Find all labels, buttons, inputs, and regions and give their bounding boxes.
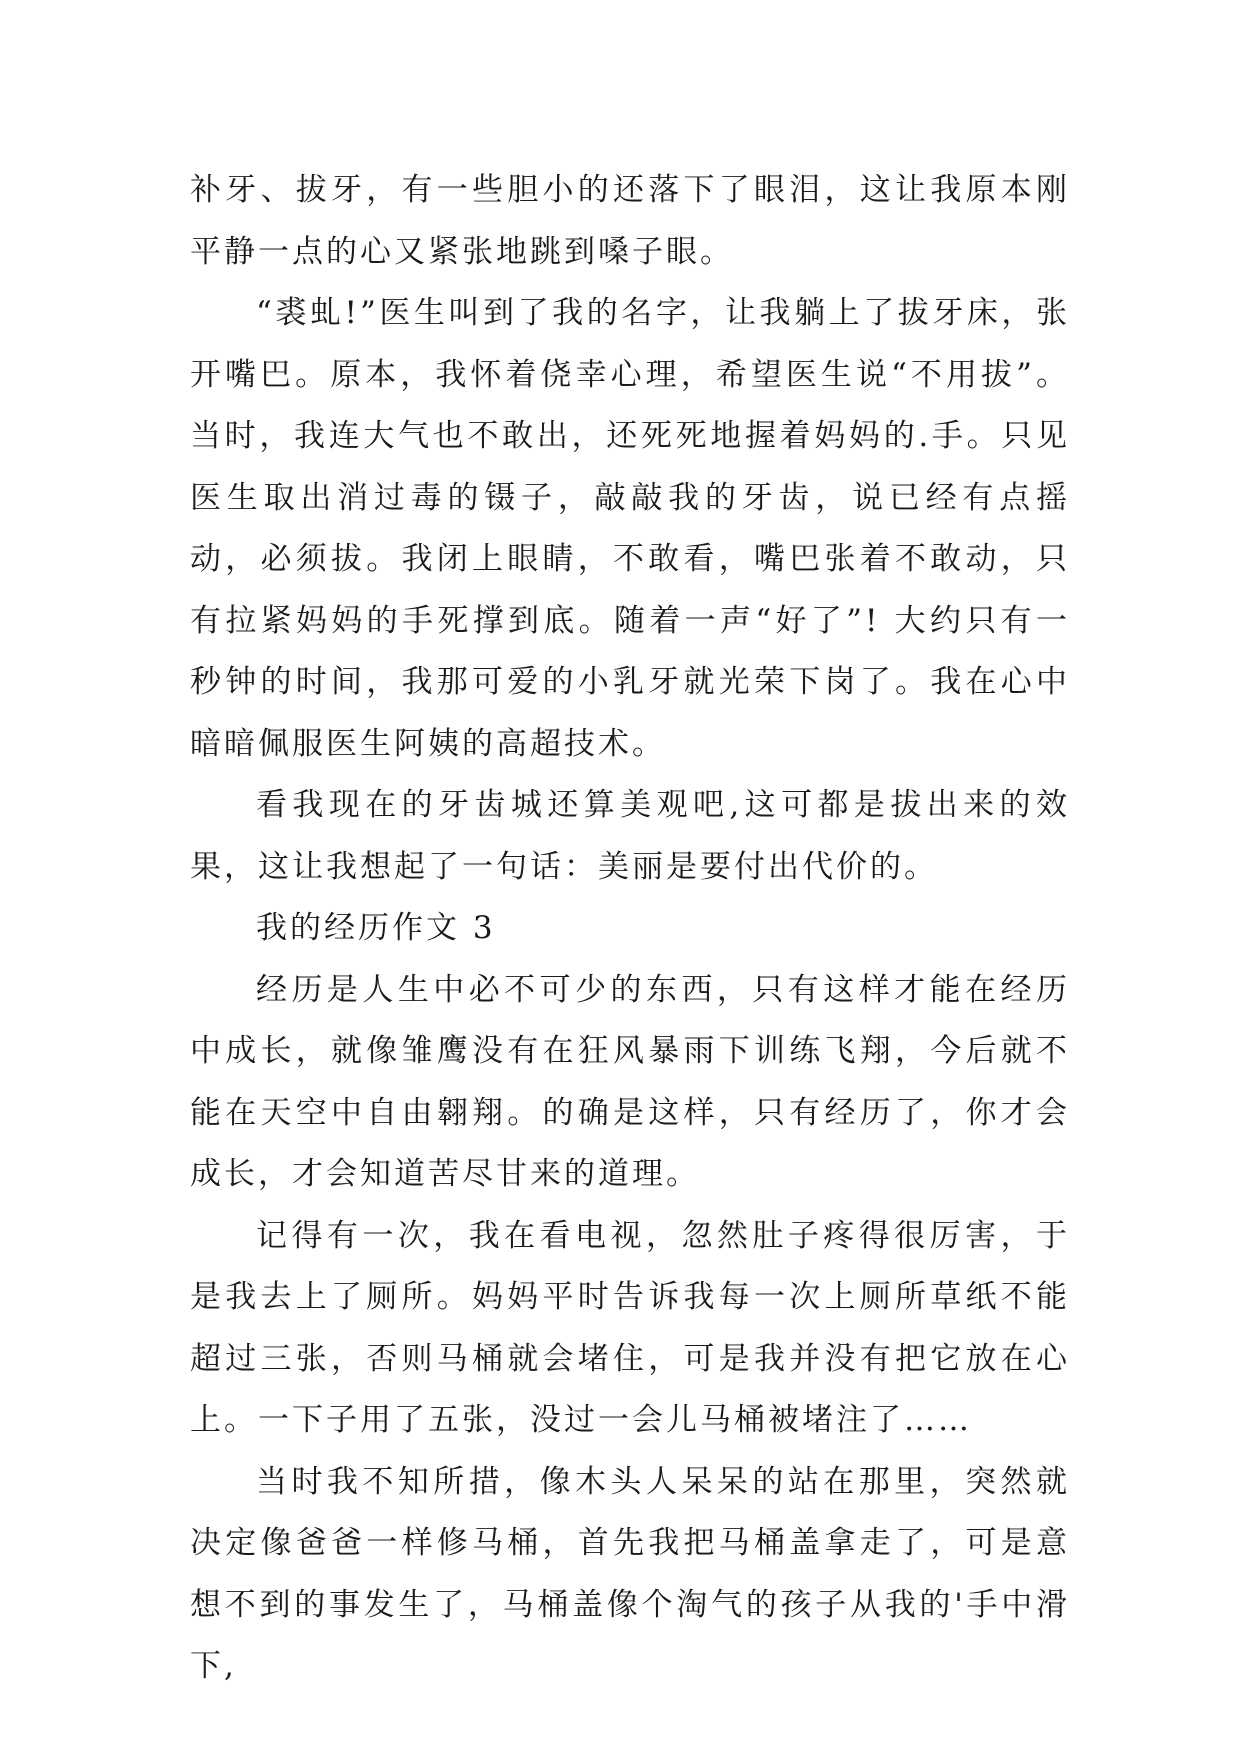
paragraph-extraction: “裘虬!”医生叫到了我的名字，让我躺上了拔牙床，张开嘴巴。原本，我怀着侥幸心理，希望医生说“不用拔”。当时，我连大气也不敢出，还死死地握着妈妈的.手。只见医生取出消过毒的镊子，敲敲我的牙齿，说已经有点摇动，必须拔。我闭上眼睛，不敢看，嘴巴张着不敢动，只有拉紧妈妈的手死撑到底。随着一声“好了”! 大约只有一秒钟的时间，我那可爱的小乳牙就光荣下岗了。我在心中暗暗佩服医生阿姨的高超技术。 — [190, 295, 1070, 762]
paragraph-story-continued: 当时我不知所措，像木头人呆呆的站在那里，突然就决定像爸爸一样修马桶，首先我把马桶盖拿走了，可是意想不到的事发生了，马桶盖像个淘气的孩子从我的'手中滑下, — [190, 1463, 1070, 1684]
paragraph-story: 记得有一次，我在看电视，忽然肚子疼得很厉害，于是我去上了厕所。妈妈平时告诉我每一次上厕所草纸不能超过三张，否则马桶就会堵住，可是我并没有把它放在心上。一下子用了五张，没过一会儿马桶被堵注了…… — [190, 1217, 1070, 1438]
section-heading: 我的经历作文 3 — [256, 910, 496, 946]
document-body — [190, 160, 1070, 1698]
paragraph-conclusion: 看我现在的牙齿城还算美观吧,这可都是拔出来的效果，这让我想起了一句话：美丽是要付出代价的。 — [190, 787, 1070, 885]
paragraph-intro: 经历是人生中必不可少的东西，只有这样才能在经历中成长，就像雏鹰没有在狂风暴雨下训练飞翔，今后就不能在天空中自由翱翔。的确是这样，只有经历了，你才会成长，才会知道苦尽甘来的道理。 — [190, 971, 1070, 1192]
paragraph-continuation: 补牙、拔牙，有一些胆小的还落下了眼泪，这让我原本刚平静一点的心又紧张地跳到嗓子眼。 — [190, 172, 1070, 270]
